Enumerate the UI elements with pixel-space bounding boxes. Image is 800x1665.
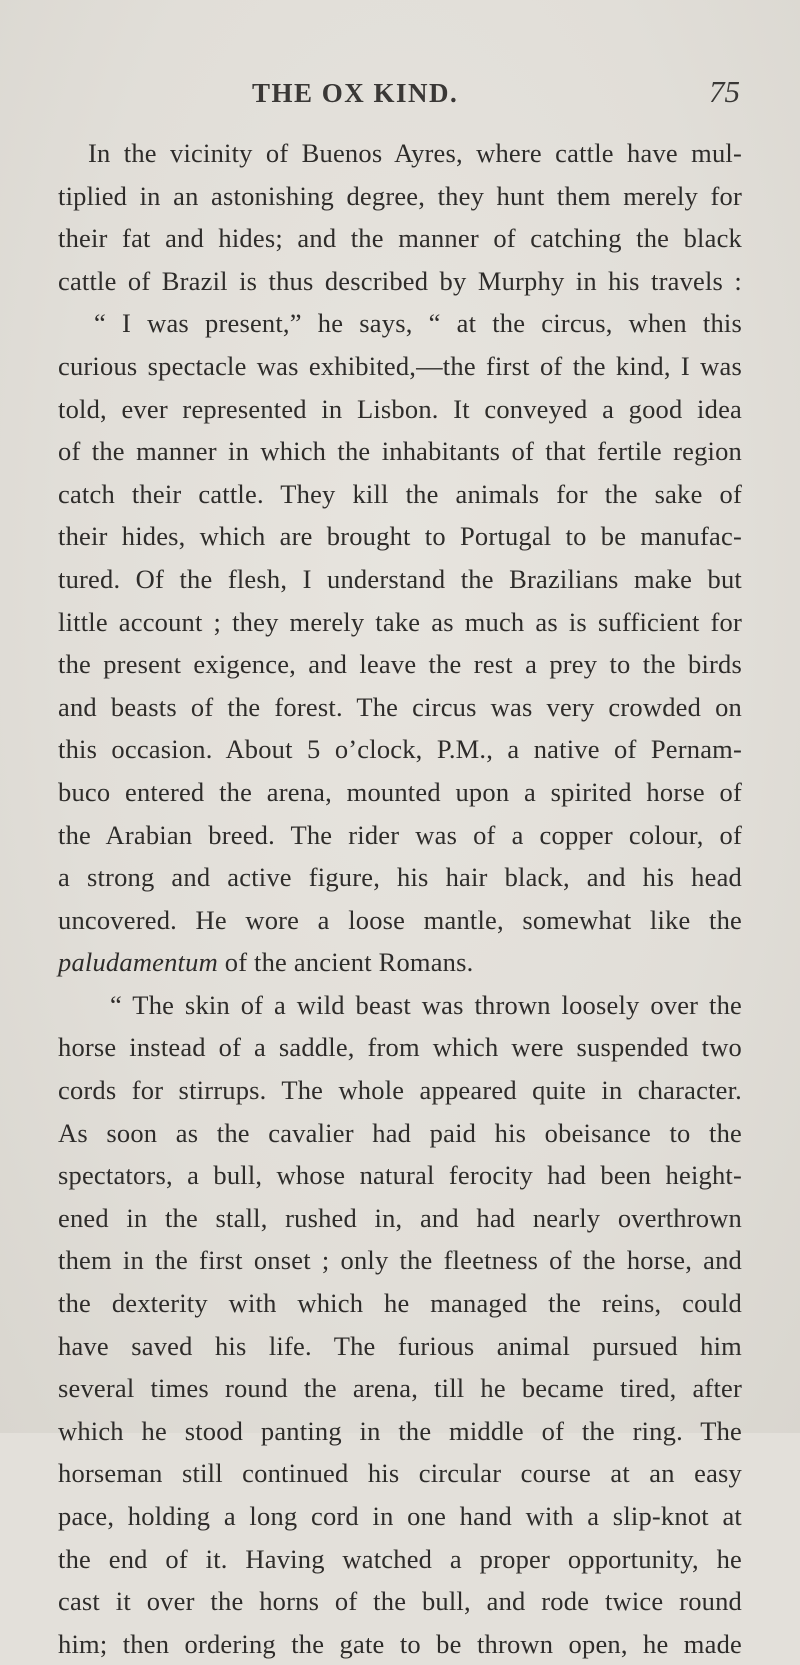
text-line: little account ; they merely take as much as is sufficient for — [58, 606, 742, 637]
text-line: ened in the stall, rushed in, and had nearly overthrown — [58, 1202, 742, 1233]
text-line: the end of it. Having watched a proper opportunity, he — [58, 1543, 742, 1574]
text-line: horse instead of a saddle, from which were suspended two — [58, 1032, 742, 1063]
text-line: them in the first onset ; only the fleetness of the horse, and — [58, 1245, 742, 1276]
text-line: the dexterity with which he managed the reins, could — [58, 1288, 742, 1319]
text-line: their hides, which are brought to Portugal to be manufac- — [58, 521, 742, 552]
text-line: cords for stirrups. The whole appeared quite in character. — [58, 1075, 742, 1106]
body-text — [58, 132, 742, 1665]
text-line: and beasts of the forest. The circus was very crowded on — [58, 691, 742, 722]
text-line: “ The skin of a wild beast was thrown loosely over the — [110, 989, 742, 1020]
text-line: tured. Of the flesh, I understand the Brazilians make but — [58, 563, 742, 594]
running-head: THE OX KIND. — [252, 78, 459, 108]
text-line: have saved his life. The furious animal pursued him — [58, 1330, 742, 1361]
text-line: horseman still continued his circular course at an easy — [58, 1458, 742, 1489]
text-line: the Arabian breed. The rider was of a copper colour, of — [58, 819, 742, 850]
text-line: cast it over the horns of the bull, and rode twice round — [58, 1586, 742, 1617]
text-line: several times round the arena, till he became tired, after — [58, 1373, 742, 1404]
page-header — [0, 74, 800, 118]
text-line: cattle of Brazil is thus described by Murphy in his travels : — [58, 265, 742, 296]
text-line: him; then ordering the gate to be thrown open, he made — [58, 1628, 742, 1659]
text-line: spectators, a bull, whose natural ferocity had been height- — [58, 1160, 742, 1191]
text-line: the present exigence, and leave the rest a prey to the birds — [58, 649, 742, 680]
text-line — [58, 941, 742, 984]
text-line: catch their cattle. They kill the animals for the sake of — [58, 478, 742, 509]
text-line: tiplied in an astonishing degree, they hunt them merely for — [58, 180, 742, 211]
text-line: As soon as the cavalier had paid his obeisance to the — [58, 1117, 742, 1148]
text-line: their fat and hides; and the manner of catching the black — [58, 223, 742, 254]
text-line: curious spectacle was exhibited,—the first of the kind, I was — [58, 350, 742, 381]
text-line: this occasion. About 5 o’clock, P.M., a native of Pernam- — [58, 734, 742, 765]
page-number: 75 — [709, 74, 740, 109]
text-line: buco entered the arena, mounted upon a spirited horse of — [58, 776, 742, 807]
text-line: In the vicinity of Buenos Ayres, where cattle have mul- — [88, 138, 742, 168]
text-line: which he stood panting in the middle of the ring. The — [58, 1415, 742, 1446]
text-line: “ I was present,” he says, “ at the circus, when this — [94, 308, 742, 339]
italic-term: paludamentum — [58, 947, 218, 978]
text-line: of the manner in which the inhabitants of that fertile region — [58, 436, 742, 467]
text-line: pace, holding a long cord in one hand with a slip-knot at — [58, 1501, 742, 1531]
text-line: a strong and active figure, his hair black, and his head — [58, 862, 742, 893]
text-line: told, ever represented in Lisbon. It conveyed a good idea — [58, 393, 742, 424]
text-fragment: of the ancient Romans. — [217, 947, 474, 978]
text-line: uncovered. He wore a loose mantle, somewhat like the — [58, 904, 742, 935]
